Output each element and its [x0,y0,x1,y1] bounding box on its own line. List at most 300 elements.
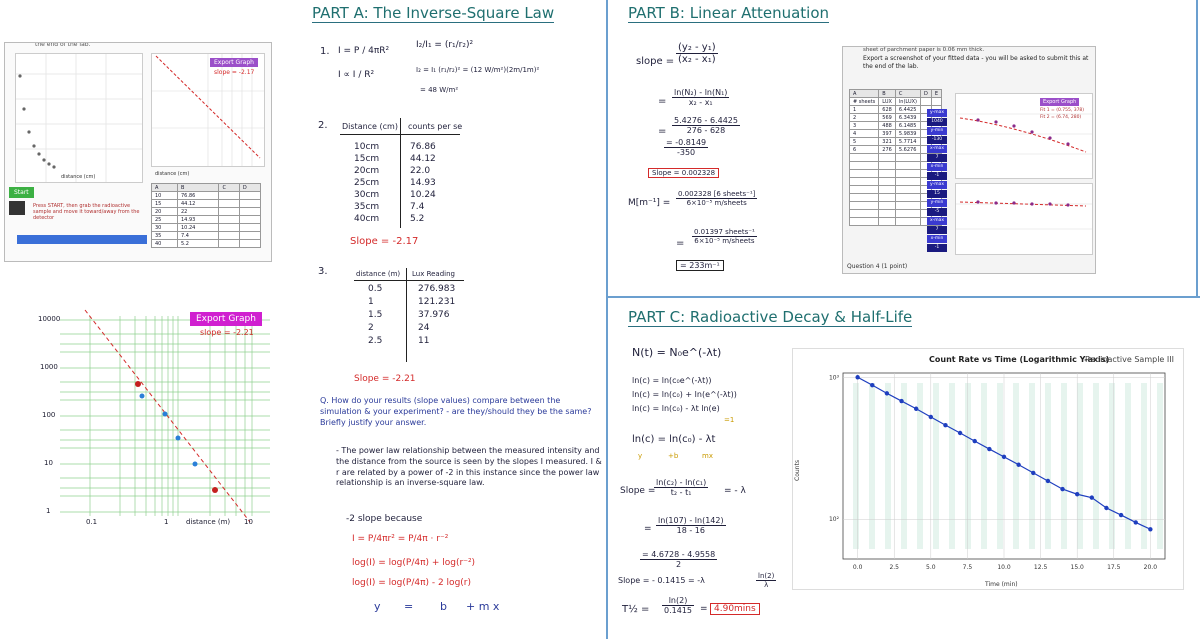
x-tick-label: 17.5 [1107,564,1121,571]
b-slope-num: (y₂ - y₁) [678,42,716,53]
q2-slope: Slope = -2.17 [350,236,419,247]
q3-table-hline [354,280,464,281]
q2-count: 10.24 [410,190,436,200]
x-tick-label: 20.0 [1143,564,1158,571]
horizontal-divider [608,296,1200,298]
c-slope-eq: = - λ [724,486,746,496]
att-chart-top [955,93,1093,179]
decay-ylabel: Counts [793,460,801,481]
c-n-eq: N(t) = N₀e^(-λt) [632,346,722,359]
b-step1 [672,88,729,107]
q2-count: 76.86 [410,142,436,152]
att-axis-label: y-max [927,181,947,189]
att-axis-value[interactable]: 7 [927,154,947,162]
sim-table-cell[interactable] [239,216,260,224]
watermark-stripe [1141,383,1147,549]
watermark-stripe [997,383,1003,549]
att-axis-value[interactable]: 7 [927,226,947,234]
decay-subtitle: Radioactive Sample III [1085,355,1174,364]
att-sheet-cell[interactable] [895,162,920,170]
att-sheet-cell[interactable] [895,154,920,162]
graph2-ytick-10: 10 [44,459,53,467]
b-mu2-frac [692,228,757,245]
watermark-stripe [1061,383,1067,549]
att-axis-value[interactable]: 15 [927,190,947,198]
att-sheet-cell[interactable]: 488 [879,122,896,130]
att-sheet-cell[interactable] [850,186,879,194]
deriv2: log(I) = log(P/4π) + log(r⁻²) [352,558,476,568]
c-half-den: 0.1415 [664,606,692,615]
b-step2 [672,116,740,135]
sim-table-cell[interactable]: 20 [152,208,178,216]
att-axis-label: x-max [927,145,947,153]
data-point [1060,487,1064,491]
q3-lux: 276.983 [418,284,456,294]
sim-table-row [152,240,261,248]
q3-row [368,323,430,333]
watermark-stripe [885,383,891,549]
q2-count: 14.93 [410,178,436,188]
data-point [885,391,889,395]
att-axis-value[interactable]: -1 [927,244,947,252]
att-sheet-cell[interactable]: 628 [879,106,896,114]
att-sheet-cell[interactable]: 3 [850,122,879,130]
watermark-stripe [1045,383,1051,549]
b-slope-den: (x₂ - x₁) [678,54,716,65]
sim-table-row [152,224,261,232]
data-point [1134,520,1138,524]
sim-table-cell[interactable] [239,200,260,208]
q2-header-counts: counts per se [408,122,463,131]
sim-table-header-cell: B [178,184,219,192]
data-point [870,383,874,387]
lux-point [135,381,141,387]
sim-table-header-cell: D [239,184,260,192]
att-bottom-plot [956,184,1092,254]
sim-table-cell[interactable]: 22 [178,208,219,216]
att-axis-label: x-min [927,235,947,243]
deriv1: I = P/4πr² = P/4π · r⁻² [352,534,449,544]
q2-count: 44.12 [410,154,436,164]
sim-table-cell[interactable] [239,208,260,216]
c-slope-num: ln(c₂) - ln(c₁) [656,478,707,487]
att-sheet-cell[interactable] [879,194,896,202]
sim-table-cell[interactable]: 40 [152,240,178,248]
q3-distance: 0.5 [368,284,383,294]
att-fit2: Fit 2 = (6.74, 280) [1040,115,1082,120]
answer-text: - The power law relationship between the measured intensity and the distance from the source is seen by the slopes I measured. I & r are related by a power of -2 in this instance since the power law relationship is an inverse-square law. [336,446,602,488]
sim-table-cell[interactable]: 44.12 [178,200,219,208]
sim-table-row [152,192,261,200]
b-mu-label: M[m⁻¹] = [628,198,671,208]
att-footer: Question 4 (1 point) [847,263,908,270]
lux-point [163,412,168,417]
att-sheet-cell[interactable] [895,210,920,218]
lux-point [176,436,181,441]
sim-data-table [151,183,261,248]
q2-header-distance: Distance (cm) [342,122,398,131]
c-half-result: 4.90mins [710,603,760,615]
q2-count: 22.0 [410,166,431,176]
att-sheet-cell[interactable]: 569 [879,114,896,122]
c-s3-frac [640,550,717,569]
graph2-ytick-100: 100 [42,411,56,419]
att-sheet-cell[interactable]: 6.4425 [895,106,920,114]
sim-table-cell[interactable] [239,192,260,200]
x-tick-label: 2.5 [889,564,900,571]
simulation-screenshot [4,42,272,262]
vertical-divider [606,0,608,639]
att-sheet-cell[interactable] [850,170,879,178]
att-chart-bottom [955,183,1093,255]
q2-row [354,214,425,224]
sim-table-cell[interactable]: 30 [152,224,178,232]
q2-distance: 10cm [354,142,380,152]
sim-table-cell[interactable] [219,224,239,232]
att-sheet-cell[interactable] [931,98,941,106]
q1-result: = 48 W/m² [420,86,459,94]
q3-lux: 24 [418,323,430,333]
att-sheet-header-cell: C [895,90,920,98]
b-step3-num: = -0.8149 [666,138,707,147]
att-sheet-header-cell: A [850,90,879,98]
sim-log-panel [151,53,265,167]
att-sheet-cell[interactable] [879,154,896,162]
start-button[interactable]: Start [9,187,34,198]
lux-log-plot [60,306,270,526]
data-point [929,415,933,419]
watermark-stripe [933,383,939,549]
b-mu-result: = 233m⁻¹ [676,260,724,271]
sim-table-cell[interactable] [239,224,260,232]
att-sheet-cell[interactable] [895,178,920,186]
data-point [1090,495,1094,499]
sim-table-cell[interactable] [219,208,239,216]
sim-table-row [152,216,261,224]
sim-table-cell[interactable]: 5.2 [178,240,219,248]
q3-lux: 11 [418,336,430,346]
b-step2-num: 5.4276 - 6.4425 [674,116,738,125]
q3-row [368,297,456,307]
y-tick-label: 10² [828,516,839,524]
watermark-stripe [901,383,907,549]
data-point [987,447,991,451]
c-s2-num: ln(107) - ln(142) [658,516,724,525]
att-sheet-cell[interactable] [850,178,879,186]
att-sheet-cell[interactable]: 5.6276 [895,146,920,154]
att-axis-value[interactable]: -130 [927,136,947,144]
att-sheet-cell[interactable] [895,218,920,226]
sim-table-cell[interactable] [219,192,239,200]
q3-table-vline [406,268,407,362]
decay-title: Count Rate vs Time (Logarithmic Y-axis) [929,355,1110,364]
att-sheet-cell[interactable] [850,154,879,162]
b-mu-den: 6×10⁻⁵ m/sheets [686,199,747,207]
data-point [1031,471,1035,475]
q2-distance: 25cm [354,178,380,188]
slope-because: -2 slope because [346,514,423,524]
b-eq-sign1: = [658,96,667,107]
b-slope-result: Slope = 0.002328 [648,168,719,178]
att-sheet-cell[interactable]: 6 [850,146,879,154]
b-slope-formula [676,42,718,65]
data-point [1046,479,1050,483]
graph2-export-button[interactable]: Export Graph [190,312,262,326]
data-point [958,431,962,435]
att-sheet-cell[interactable]: 6.3439 [895,114,920,122]
att-sheet-cell[interactable]: 5.7714 [895,138,920,146]
att-sheet-cell[interactable]: 4 [850,130,879,138]
sim-scatter-panel [15,53,143,183]
att-sheet-cell[interactable] [850,218,879,226]
c-slope-label: Slope = [620,486,656,496]
detector-icon [9,201,25,215]
heading-part-a: PART A: The Inverse-Square Law [312,4,555,22]
watermark-stripe [1029,383,1035,549]
x-tick-label: 12.5 [1033,564,1048,571]
att-axis-value[interactable]: -5 [927,208,947,216]
sim-table-cell[interactable]: 35 [152,232,178,240]
graph2-slope-label: slope = -2.21 [200,328,254,337]
att-top-plot [956,94,1092,178]
c-half-label: T½ = [622,604,650,615]
sim-table-cell[interactable] [219,216,239,224]
att-sheet-cell[interactable] [850,210,879,218]
sim-table-header-cell: C [219,184,239,192]
b-eq-sign2: = [658,126,667,137]
x-tick-label: 7.5 [962,564,973,571]
heading-part-c: PART C: Radioactive Decay & Half-Life [628,308,913,326]
att-sheet-cell[interactable] [879,186,896,194]
q3-lux: 37.976 [418,310,450,320]
c-half-num: ln(2) [662,596,694,606]
q3-distance: 2.5 [368,336,383,346]
q3-distance: 1.5 [368,310,383,320]
sim-table-row [152,208,261,216]
watermark-stripe [1093,383,1099,549]
c-half-frac [662,596,694,615]
sim-table-cell[interactable]: 10.24 [178,224,219,232]
watermark-stripe [949,383,955,549]
c-eq-sign1: = [644,524,652,534]
att-sheet-header-cell: E [931,90,941,98]
graph2-ytick-1: 1 [46,507,51,515]
watermark-stripe [981,383,987,549]
sim-table-cell[interactable]: 25 [152,216,178,224]
watermark-stripe [1109,383,1115,549]
att-sheet-cell[interactable] [850,194,879,202]
c-s3-den: 2 [676,560,682,569]
att-sheet-header-cell: D [921,90,932,98]
heading-part-b: PART B: Linear Attenuation [628,4,830,22]
sim-export-button[interactable]: Export Graph [210,58,258,67]
c-l3-note: =1 [724,416,735,424]
att-sheet-cell[interactable] [850,162,879,170]
att-export-button[interactable]: Export Graph [1040,98,1079,106]
att-sheet-cell[interactable] [879,202,896,210]
decay-chart [793,349,1183,589]
b-step3-den: -350 [676,148,696,157]
sim-scatter-plot [16,54,142,182]
q2-row [354,202,425,212]
sim-table-cell[interactable] [239,240,260,248]
x-tick-label: 15.0 [1070,564,1084,571]
q2-count: 7.4 [410,202,425,212]
attenuation-screenshot [842,46,1096,274]
data-point [943,423,947,427]
b-step1-num: ln(N₂) - ln(N₁) [674,88,728,97]
c-l3: ln(c) = ln(c₀) - λt ln(e) [632,404,720,413]
att-sheet-cell[interactable] [850,202,879,210]
q2-count: 5.2 [410,214,425,224]
att-axis-label: y-min [927,199,947,207]
att-sheet-cell[interactable]: 321 [879,138,896,146]
lux-point [140,394,145,399]
data-point [899,399,903,403]
c-s4-note-num: ln(2) [758,572,775,580]
q2-distance: 40cm [354,214,380,224]
graph2-ytick-10000: 10000 [38,315,61,323]
graph2-xtick-0.1: 0.1 [86,518,98,526]
att-sheet-cell[interactable]: 5.9839 [895,130,920,138]
att-sheet-cell[interactable]: 2 [850,114,879,122]
att-sheet-cell[interactable]: 397 [879,130,896,138]
ruler [17,235,147,244]
b-mu-num: 0.002328 [6 sheets⁻¹] [678,190,756,198]
lux-log-graph [60,306,270,526]
q2-row [354,142,436,152]
data-point [855,375,859,379]
sim-table-cell[interactable]: 10 [152,192,178,200]
sim-table-cell[interactable] [219,200,239,208]
sim-table-cell[interactable]: 76.86 [178,192,219,200]
data-point [973,439,977,443]
data-point [1104,506,1108,510]
data-point [1148,527,1152,531]
sim-table-cell[interactable]: 14.93 [178,216,219,224]
att-side-buttons [927,109,947,253]
c-slope-den: t₂ - t₁ [670,488,692,497]
b-mu2-num: 0.01397 sheets⁻¹ [694,228,755,236]
sim-table-cell[interactable] [219,240,239,248]
sim-table-cell[interactable]: 15 [152,200,178,208]
q3-distance: 2 [368,323,374,333]
att-axis-label: x-min [927,163,947,171]
lux-point [193,462,198,467]
att-axis-label: y-max [927,109,947,117]
att-sheet-cell[interactable]: LUX [879,98,896,106]
q3-header-lux: Lux Reading [412,270,455,278]
c-l4-y: y [638,452,643,460]
q2-row [354,154,436,164]
c-l4: ln(c) = ln(c₀) - λt [632,434,716,445]
sim-table-header-cell: A [152,184,178,192]
att-sheet-cell[interactable]: 6.1485 [895,122,920,130]
sim-table-cell[interactable] [219,232,239,240]
att-sheet-cell[interactable]: # sheets [850,98,879,106]
att-fit1: Fit 1 = (0.755, 378) [1040,108,1085,113]
q2-row [354,178,436,188]
watermark-stripe [853,383,859,549]
b-mu2-den: 6×10⁻⁵ m/sheets [694,237,755,245]
watermark-stripe [1077,383,1083,549]
c-s2-den: 18 - 16 [676,526,705,535]
att-sheet-cell[interactable] [895,194,920,202]
q3-lux: 121.231 [418,297,456,307]
sim-table-cell[interactable]: 7.4 [178,232,219,240]
c-s2-frac [656,516,726,535]
att-sheet-cell[interactable] [921,98,932,106]
b-step1-den: x₂ - x₁ [688,98,713,107]
att-sheet-cell[interactable] [879,162,896,170]
q3-distance: 1 [368,297,374,307]
att-sheet-cell[interactable] [879,210,896,218]
x-tick-label: 10.0 [997,564,1011,571]
c-s4-note-den: λ [764,581,769,589]
q2-table-vline [400,118,401,228]
att-text1: sheet of parchment paper is 0.06 mm thick. [863,47,985,53]
q2-number: 2. [318,120,328,131]
att-sheet-row [850,98,942,106]
att-sheet-cell[interactable]: ln(LUX) [895,98,920,106]
att-axis-value[interactable]: 1040 [927,118,947,126]
att-sheet-cell[interactable] [879,170,896,178]
q3-header-distance: distance (m) [356,270,401,278]
att-sheet-cell[interactable] [895,186,920,194]
watermark-stripe [869,383,875,549]
q2-distance: 30cm [354,190,380,200]
data-point [1075,492,1079,496]
b-mu-frac [676,190,757,207]
q3-row [368,336,430,346]
deriv4-eq: = [404,600,414,613]
sim-top-text: the end of the lab. [35,42,91,48]
q1-eq2: I ∝ I / R² [338,70,375,80]
att-text2: Export a screenshot of your fitted data - you will be asked to submit this at the end of the lab. [863,55,1089,70]
watermark-stripe [965,383,971,549]
sim-table-row [152,232,261,240]
att-sheet-cell[interactable] [879,218,896,226]
b-step3 [664,138,708,157]
q2-distance: 35cm [354,202,380,212]
b-eq-sign3: = [676,238,685,249]
att-axis-value[interactable]: -1 [927,172,947,180]
att-sheet-cell[interactable]: 276 [879,146,896,154]
lux-point [212,487,218,493]
att-sheet-cell[interactable] [895,170,920,178]
decay-xlabel: Time (min) [985,581,1018,588]
c-l4-mx: mx [702,452,713,460]
q1-eq3: I₂/I₁ = (r₁/r₂)² [416,40,474,50]
sim-table-cell[interactable] [239,232,260,240]
att-sheet-cell[interactable]: 1 [850,106,879,114]
x-tick-label: 5.0 [926,564,936,571]
att-sheet-cell[interactable] [895,202,920,210]
q1-eq1: I = P / 4πR² [338,46,390,56]
att-sheet-cell[interactable] [879,178,896,186]
q1-number: 1. [320,46,330,57]
x-tick-label: 0.0 [852,564,863,571]
sim-x-axis-label: distance (cm) [61,174,96,180]
deriv4-b: b [440,600,447,613]
sim-table-row [152,200,261,208]
y-tick-label: 10³ [828,374,839,382]
q2-row [354,166,431,176]
c-l2: ln(c) = ln(c₀) + ln(e^(-λt)) [632,390,737,399]
att-sheet-cell[interactable]: 5 [850,138,879,146]
data-point [1119,513,1123,517]
q2-distance: 15cm [354,154,380,164]
